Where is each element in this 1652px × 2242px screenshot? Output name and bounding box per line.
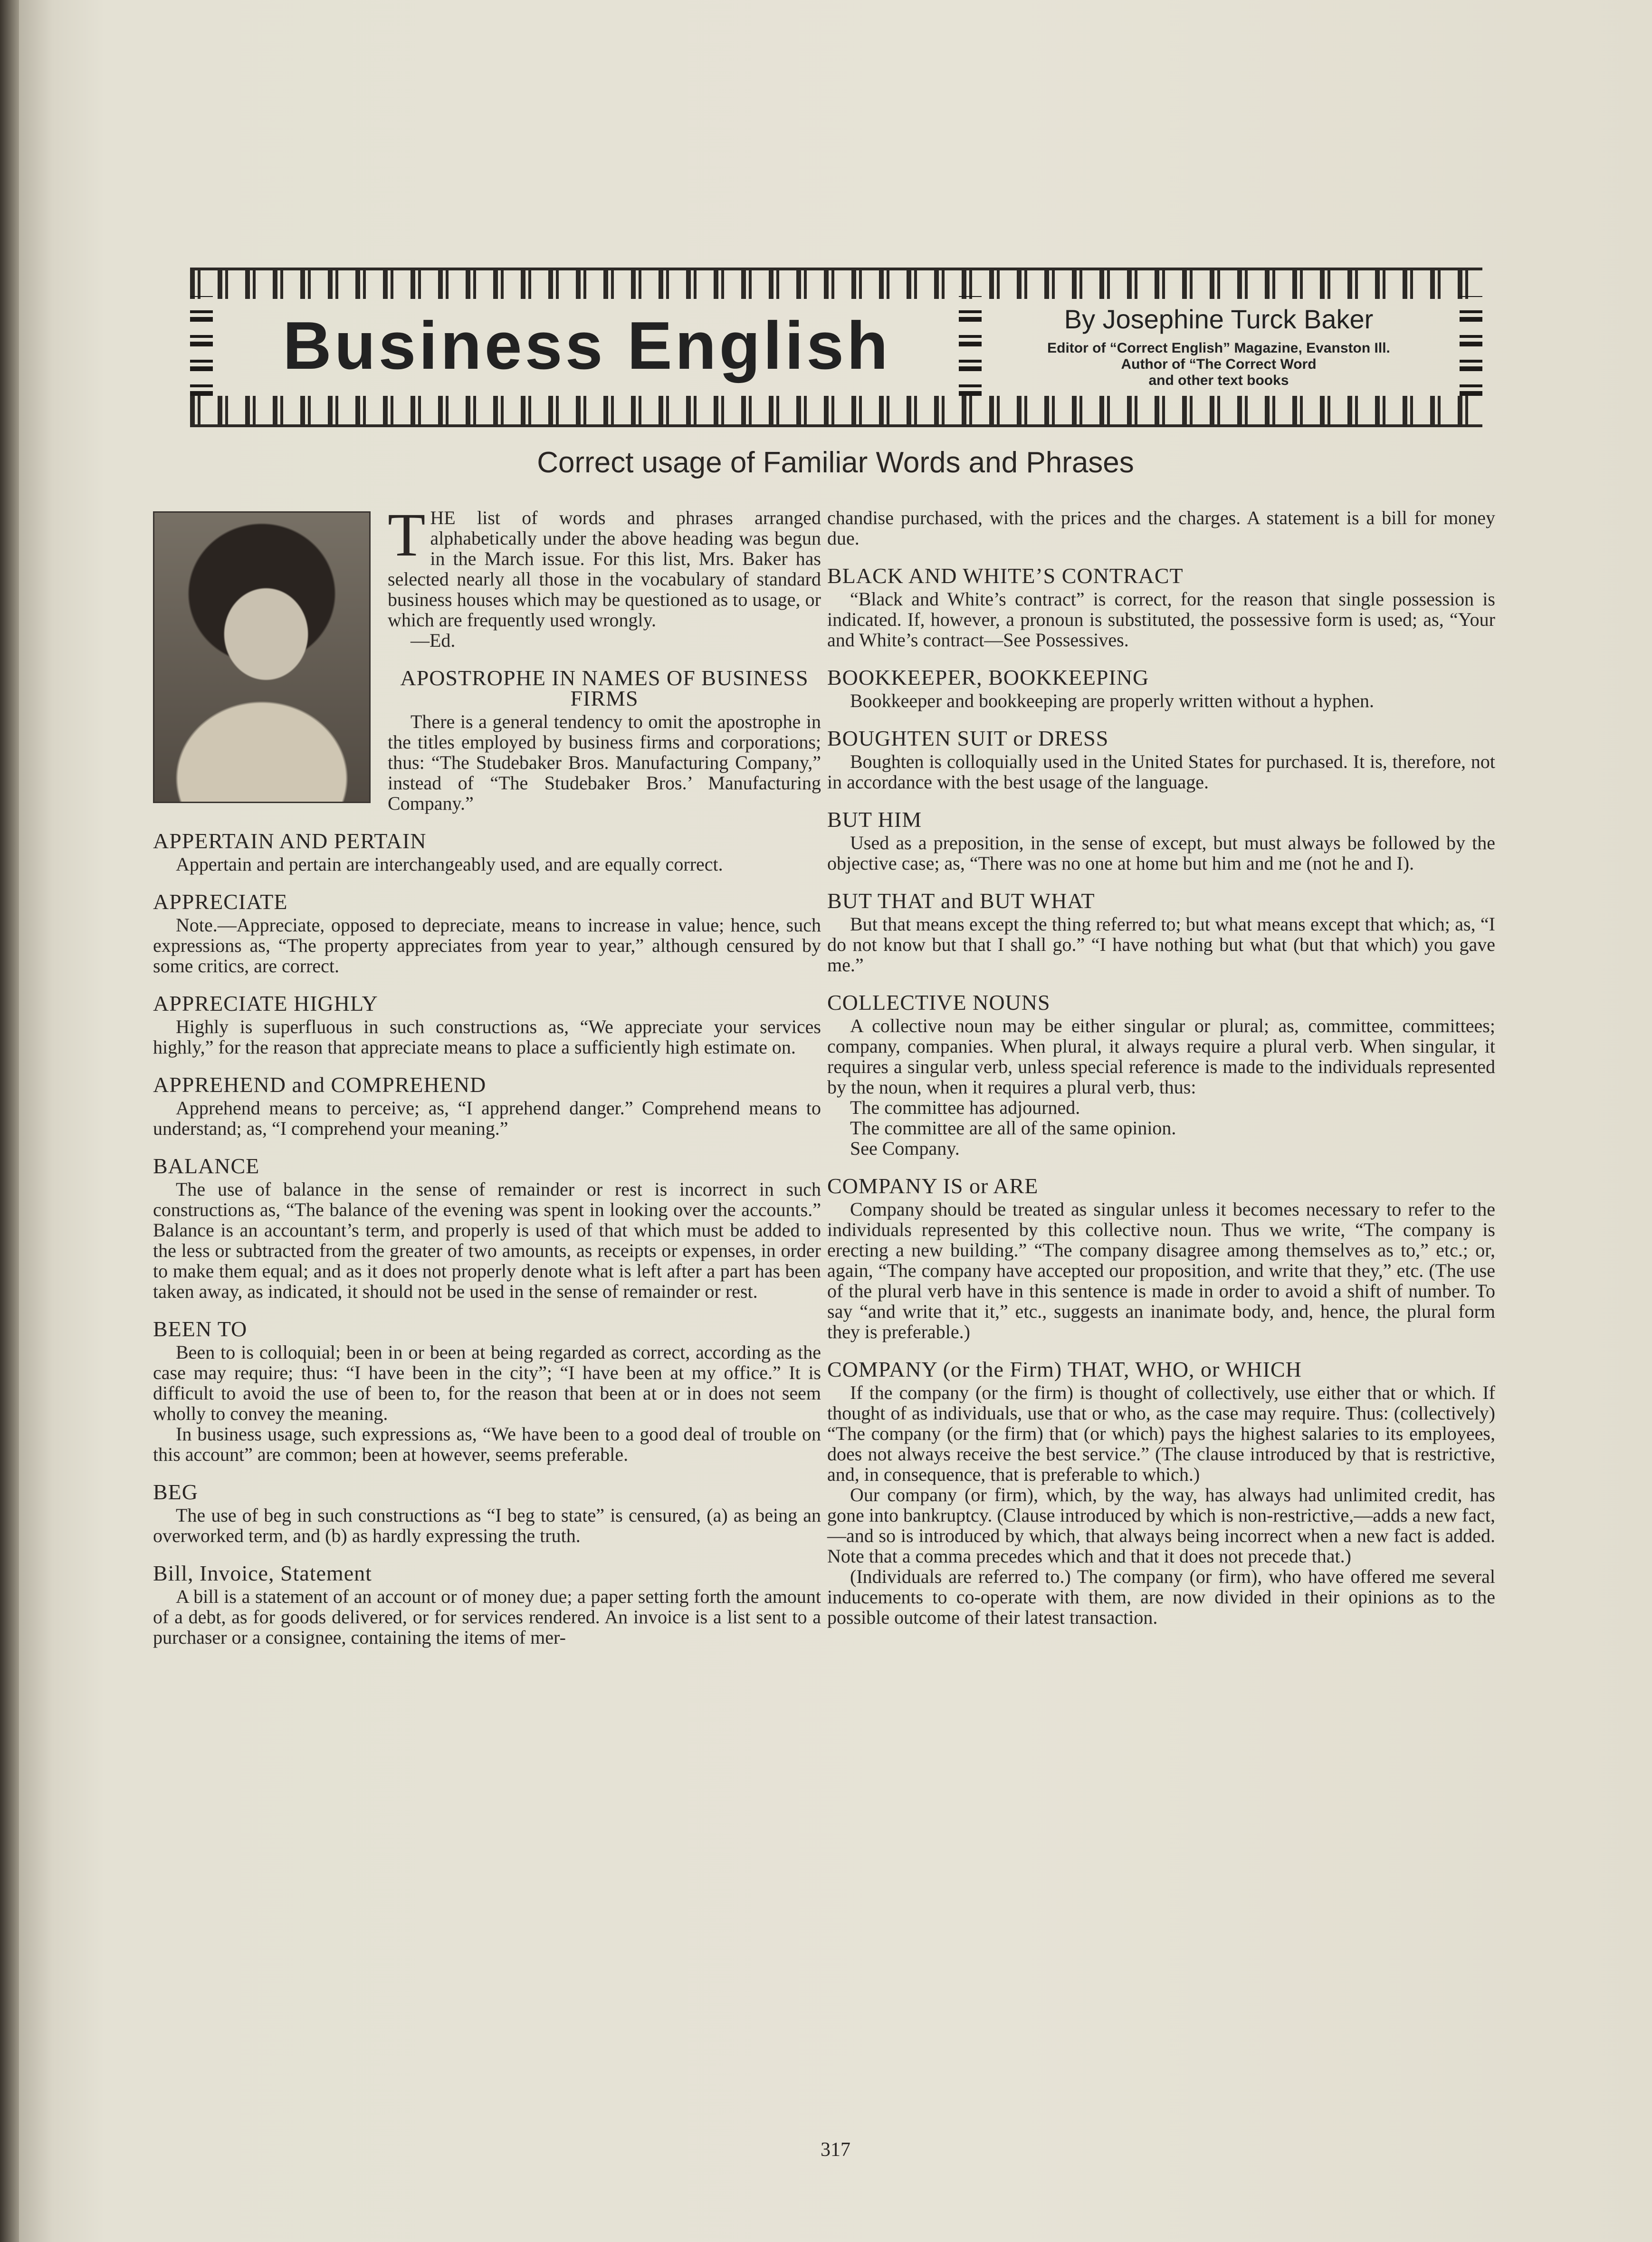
entry-paragraph: (Individuals are referred to.) The company (or firm), who have offered me several inducements to co-operate with them, are now divided in their opinions as to the possible outcome of their latest transaction. — [827, 1566, 1495, 1628]
ornament-border-bottom — [190, 396, 1482, 427]
right-entries — [827, 565, 1495, 1628]
entry-paragraph: A collective noun may be either singular or plural; as, committee, committees; company, companies. When plural, it always require a plural verb. When singular, it requires a singular verb, unless special reference is made to the individuals represented by the noun, when it requires a plural verb, thus: — [827, 1015, 1495, 1098]
entry-paragraph: Highly is superfluous in such constructions as, “We appreciate your services highly,” for the reason that appreciate means to place a sufficiently high estimate on. — [153, 1016, 821, 1058]
ornament-border-divider — [959, 296, 982, 396]
continued-paragraph: chandise purchased, with the prices and the charges. A statement is a bill for money due. — [827, 507, 1495, 549]
author-portrait — [153, 511, 371, 803]
title-box — [219, 301, 955, 391]
entry-heading: APPERTAIN AND PERTAIN — [153, 829, 427, 853]
entry-paragraph: The committee are all of the same opinion. — [850, 1117, 1176, 1139]
entry-paragraph: There is a general tendency to omit the apostrophe in the titles employed by business firms and corporations; thus: “The Studebaker Bros. Manufacturing Company,” instead of “The Studebaker Bros.’ Manufacturing Company.” — [388, 711, 821, 814]
drop-cap: T — [388, 501, 426, 569]
entry-paragraph: See Company. — [850, 1138, 960, 1159]
entry-paragraph: The committee has adjourned. — [850, 1097, 1080, 1118]
entry-paragraph: Bookkeeper and bookkeeping are properly written without a hyphen. — [850, 690, 1375, 711]
entry-heading: APOSTROPHE IN NAMES OF BUSINESS FIRMS — [400, 666, 809, 710]
entry-paragraph: Used as a preposition, in the sense of except, but must always be followed by the objective case; as, “There was no one at home but him and me (not he and I). — [827, 832, 1495, 874]
entry-heading: BALANCE — [153, 1154, 260, 1178]
credential-line: and other text books — [1148, 373, 1289, 388]
entry-heading: BUT HIM — [827, 807, 922, 832]
article-subtitle: Correct usage of Familiar Words and Phrases — [537, 446, 1134, 479]
entry-heading: APPRECIATE HIGHLY — [153, 991, 378, 1016]
entry-heading: BEEN TO — [153, 1317, 248, 1341]
entry-paragraph: But that means except the thing referred to; but what means except that which; as, “I do not know but that I shall go.” “I have nothing but what (but that which) you gave me.” — [827, 913, 1495, 976]
entry-heading: COMPANY (or the Firm) THAT, WHO, or WHICH — [827, 1357, 1302, 1381]
left-column — [153, 501, 821, 1648]
entry-heading: APPRECIATE — [153, 890, 288, 914]
entry-heading: BLACK AND WHITE’S CONTRACT — [827, 564, 1184, 588]
ornament-border-top — [190, 268, 1482, 299]
left-entries — [153, 668, 821, 1648]
ornament-border-right — [1460, 296, 1482, 396]
entry-paragraph: Been to is colloquial; been in or been at being regarded as correct, according as the case may require; thus: “I have been in the city”; “I have been at my office.” It is difficult to avoid the use of been to, for the reason that been at or in does not seem wholly to convey the meaning. — [153, 1341, 821, 1424]
entry-paragraph: The use of balance in the sense of remainder or rest is incorrect in such constructions as, “The balance of the evening was spent in looking over the accounts.” Balance is an accountant’s term, and properly is used of that which must be added to the less or subtracted from the greater of two amounts, as receipts or expenses, in order to make them equal; and as it does not properly denote what is left after a part has been taken away, as indicated, it should not be used in the sense of remainder or rest. — [153, 1178, 821, 1302]
entry-paragraph: Company should be treated as singular unless it becomes necessary to refer to the individuals represented by this collective noun. Thus we write, “The company is erecting a new building.” “The company disagree among themselves as to,” etc.; or, again, “The company have accepted our proposition, and write that they,” etc. (The use of the plural verb have in this sentence is made in order to avoid a shift of number. To say “and write that it,” etc., suggests an inanimate body, and, hence, the plural form they is preferable.) — [827, 1198, 1495, 1342]
credential-line: Editor of “Correct English” Magazine, Evanston Ill. — [1047, 340, 1390, 356]
title-banner — [190, 268, 1482, 424]
entry-heading: BEG — [153, 1480, 198, 1504]
entry-paragraph: Boughten is colloquially used in the United States for purchased. It is, therefore, not in accordance with the best usage of the language. — [827, 751, 1495, 793]
right-column — [827, 508, 1495, 1628]
intro-text: HE list of words and phrases arranged alphabetically under the above heading was begun in the March issue. For this list, Mrs. Baker has selected nearly all those in the vocabulary of standard business houses which may be questioned as to usage, or which are frequently used wrongly. — [388, 507, 821, 631]
entry-heading: COMPANY IS or ARE — [827, 1174, 1039, 1198]
entry-paragraph: Apprehend means to perceive; as, “I apprehend danger.” Comprehend means to understand; as, “I comprehend your meaning.” — [153, 1097, 821, 1139]
entry-heading: APPREHEND and COMPREHEND — [153, 1073, 487, 1097]
entry-paragraph: “Black and White’s contract” is correct, for the reason that single possession is indicated. If, however, a pronoun is substituted, the possessive form is used; as, “Your and White’s contract—See Possessives. — [827, 588, 1495, 651]
article-title: Business English — [283, 308, 891, 383]
entry-paragraph: Our company (or firm), which, by the way, has always had unlimited credit, has gone into bankruptcy. (Clause introduced by which is non-restrictive,—adds a new fact,—and so is introduced by which, that always being incorrect when a new fact is added. Note that a comma precedes which and that it does not precede that.) — [827, 1484, 1495, 1567]
author-credentials — [988, 340, 1449, 389]
credential-line: Author of “The Correct Word — [1121, 356, 1317, 372]
entry-heading: COLLECTIVE NOUNS — [827, 990, 1050, 1015]
entry-paragraph: In business usage, such expressions as, “We have been to a good deal of trouble on this account” are common; been at however, seems preferable. — [153, 1423, 821, 1465]
entry-paragraph: Note.—Appreciate, opposed to depreciate, means to increase in value; hence, such expressions as, “The property appreciates from year to year,” although censured by some critics, are correct. — [153, 914, 821, 977]
entry-paragraph: The use of beg in such constructions as “I beg to state” is censured, (a) as being an overworked term, and (b) as hardly expressing the truth. — [153, 1504, 821, 1546]
ornament-border-left — [190, 296, 213, 396]
entry-heading: BUT THAT and BUT WHAT — [827, 889, 1095, 913]
entry-heading: BOUGHTEN SUIT or DRESS — [827, 726, 1109, 750]
editor-signoff: —Ed. — [411, 630, 456, 651]
entry-paragraph: If the company (or the firm) is thought of collectively, use either that or which. If thought of as individuals, use that or who, as the case may require. Thus: (collectively) “The company (or the firm) that (or which) pays the highest salaries to its employees, does not always receive the best service.” (The clause introduced by that is restrictive, and, in consequence, that is preferable to which.) — [827, 1382, 1495, 1485]
page-number: 317 — [821, 2139, 850, 2161]
entry-paragraph: A bill is a statement of an account or of money due; a paper setting forth the amount of a debt, as for goods delivered, or for services rendered. An invoice is a list sent to a purchaser or a consignee, containing the items of mer- — [153, 1586, 821, 1648]
entry-heading: BOOKKEEPER, BOOKKEEPING — [827, 665, 1149, 690]
magazine-page — [19, 0, 1652, 2242]
entry-paragraph: Appertain and pertain are interchangeably used, and are equally correct. — [176, 853, 723, 875]
author-byline: By Josephine Turck Baker — [1064, 304, 1374, 334]
byline-box — [988, 300, 1449, 393]
entry-heading: Bill, Invoice, Statement — [153, 1561, 372, 1585]
